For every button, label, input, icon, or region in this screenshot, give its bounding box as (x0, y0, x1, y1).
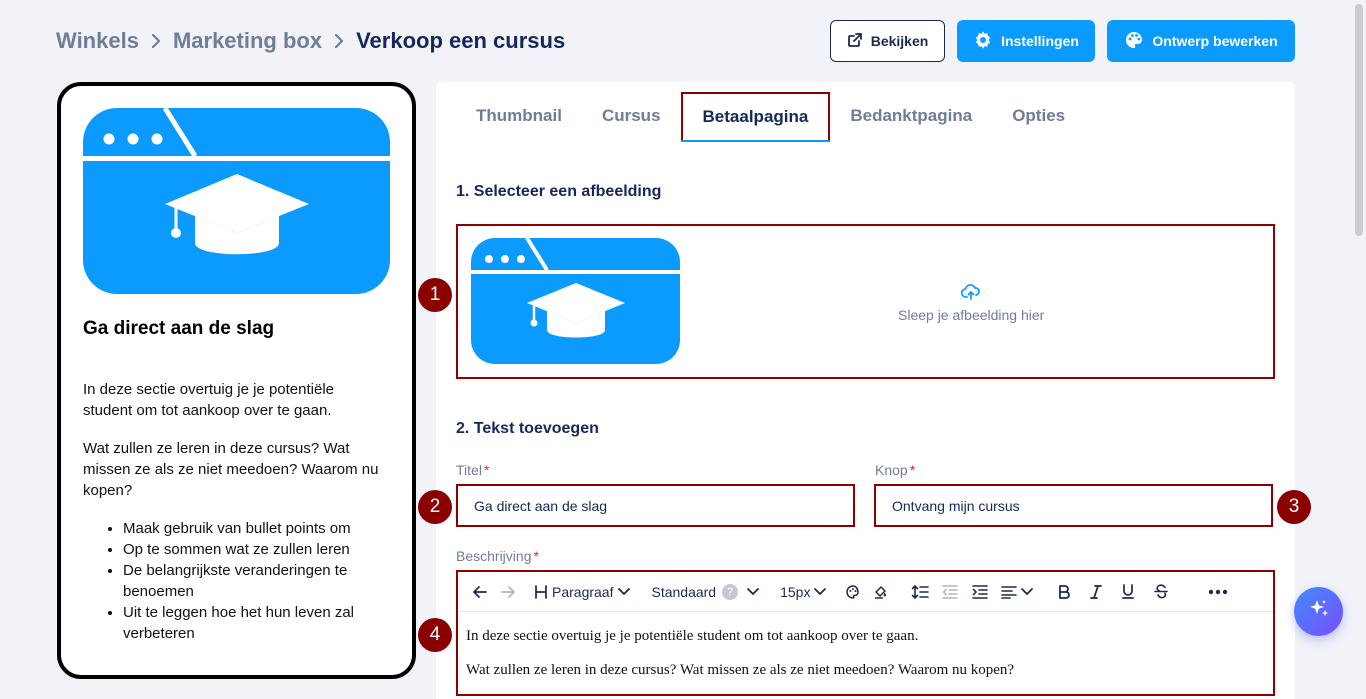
editor-paragraph: Wat zullen ze leren in deze cursus? Wat missen ze als ze niet meedoen? Waarom nu kopen? (466, 662, 1015, 678)
font-family-select[interactable]: Standaard ? (645, 577, 766, 607)
chevron-down-icon (617, 587, 631, 597)
section-heading-image: 1. Selecteer een afbeelding (456, 183, 662, 200)
chevron-down-icon (1020, 587, 1034, 597)
upload-hint-text: Sleep je afbeelding hier (898, 307, 1045, 323)
align-left-icon (1001, 585, 1017, 599)
annotation-marker-4: 4 (418, 618, 452, 652)
undo-icon[interactable] (466, 577, 494, 607)
ai-assistant-button[interactable] (1294, 587, 1343, 636)
settings-button-label: Instellingen (1001, 33, 1079, 49)
align-select[interactable] (995, 577, 1040, 607)
course-browser-image (83, 108, 390, 299)
more-options-icon[interactable] (1202, 577, 1234, 607)
editor-content-area[interactable] (458, 612, 1273, 679)
edit-design-button[interactable] (1107, 20, 1295, 62)
editor-paragraph: In deze sectie overtuig je je potentiële student om tot aankoop over te gaan. (466, 628, 919, 644)
list-item: • Uit te leggen hoe het hun leven zal verbeteren (123, 602, 383, 644)
settings-button[interactable] (957, 20, 1095, 62)
edit-design-button-label: Ontwerp bewerken (1152, 33, 1278, 49)
sparkle-icon (1307, 597, 1331, 626)
italic-icon[interactable] (1084, 577, 1108, 607)
list-item: • Maak gebruik van bullet points om (123, 518, 383, 539)
list-item: • De belangrijkste veranderingen te benoemen (123, 560, 383, 602)
redo-icon[interactable] (494, 577, 522, 607)
underline-icon[interactable] (1116, 577, 1140, 607)
preview-title: Ga direct aan de slag (83, 318, 275, 339)
list-item: • Op te sommen wat ze zullen leren (123, 539, 383, 560)
cloud-upload-icon (898, 284, 1044, 303)
scrollbar-thumb[interactable] (1355, 4, 1363, 236)
annotation-marker-3: 3 (1277, 490, 1311, 524)
tab-bar (456, 92, 1085, 140)
chevron-down-icon (746, 587, 760, 597)
preview-paragraph: Wat zullen ze leren in deze cursus? Wat missen ze als ze niet meedoen? Waarom nu kopen? (83, 440, 379, 499)
gear-icon (973, 30, 993, 53)
section-heading-text: 2. Tekst toevoegen (456, 420, 599, 437)
checkout-preview-card (57, 82, 416, 679)
editor-toolbar (458, 572, 1273, 612)
paragraph-format-select[interactable]: Paragraaf (528, 577, 637, 607)
outdent-icon[interactable] (935, 577, 965, 607)
button-text-input[interactable]: Ontvang mijn cursus (874, 484, 1273, 527)
chevron-right-icon (334, 33, 344, 49)
highlight-color-icon[interactable] (867, 577, 895, 607)
selected-image-thumbnail (471, 238, 680, 369)
preview-body (83, 379, 383, 644)
indent-icon[interactable] (965, 577, 995, 607)
bold-icon[interactable] (1052, 577, 1076, 607)
upload-hint (898, 284, 1044, 323)
annotation-marker-2: 2 (418, 490, 452, 524)
page-scrollbar[interactable] (1352, 0, 1366, 699)
preview-bullet-list (83, 518, 383, 644)
view-button-label: Bekijken (870, 33, 929, 49)
tab-thumbnail[interactable]: Thumbnail (476, 106, 562, 125)
text-color-icon[interactable] (839, 577, 867, 607)
font-size-select[interactable]: 15px (774, 577, 833, 607)
chevron-down-icon (813, 587, 827, 597)
preview-paragraph: In deze sectie overtuig je je potentiële student om tot aankoop over te gaan. (83, 381, 334, 419)
page-title: Verkoop een cursus (356, 28, 566, 53)
tab-cursus[interactable]: Cursus (601, 106, 661, 125)
editor-panel (436, 82, 1295, 699)
breadcrumb-winkels[interactable]: Winkels (56, 28, 139, 53)
heading-icon (534, 584, 548, 600)
breadcrumb (56, 28, 565, 54)
palette-icon (1124, 30, 1144, 53)
strikethrough-icon[interactable] (1148, 577, 1174, 607)
tab-opties[interactable]: Opties (1012, 106, 1066, 125)
title-field-label: Titel * (456, 462, 490, 478)
external-link-icon (847, 32, 863, 51)
description-field-label: Beschrijving * (456, 548, 539, 564)
annotation-marker-1: 1 (418, 278, 452, 312)
chevron-right-icon (151, 33, 161, 49)
title-input[interactable]: Ga direct aan de slag (456, 484, 855, 527)
tab-bedanktpagina[interactable]: Bedanktpagina (850, 106, 973, 125)
tab-betaalpagina[interactable]: Betaalpagina (681, 92, 831, 140)
description-rich-text-editor (456, 570, 1275, 696)
button-field-label: Knop * (875, 462, 916, 478)
help-icon: ? (722, 584, 738, 600)
line-height-icon[interactable] (905, 577, 935, 607)
image-dropzone[interactable] (456, 224, 1275, 379)
breadcrumb-marketing-box[interactable]: Marketing box (172, 28, 323, 53)
view-button[interactable] (830, 20, 945, 62)
